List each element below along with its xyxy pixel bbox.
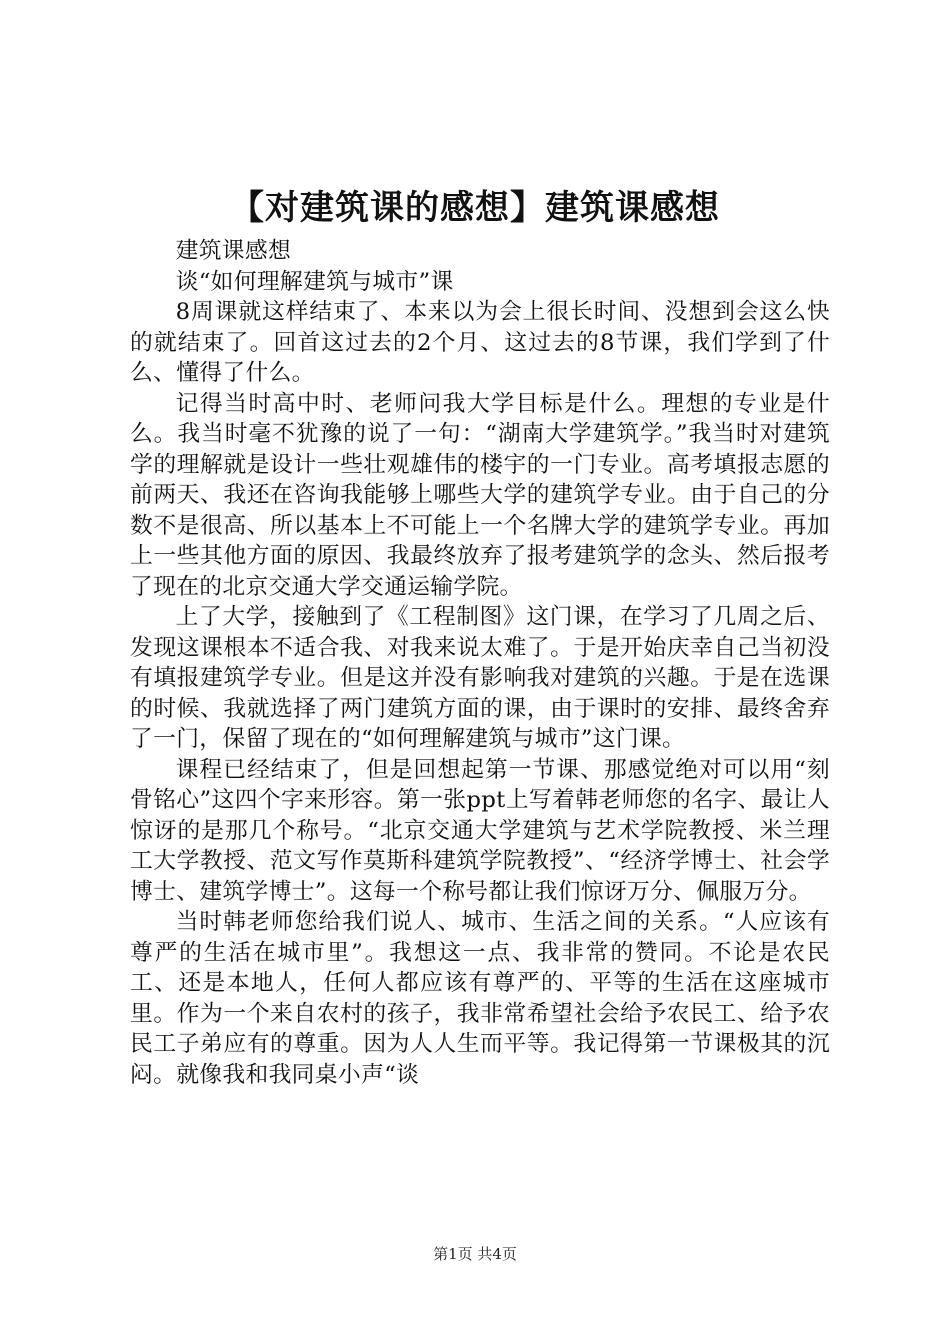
body-paragraph: 上了大学，接触到了《工程制图》这门课，在学习了几周之后、发现这课根本不适合我、对我来说太难了。于是开始庆幸自己当初没有填报建筑学专业。但是这并没有影响我对建筑的兴趣。于是在选课的时候、我就选择了两门建筑方面的课，由于课时的安排、最终舍弃了一门，保留了现在的“如何理解建筑与城市”这门课。 — [130, 604, 830, 752]
page-footer: 第1页 共4页 — [433, 1245, 517, 1263]
body-paragraph-course-title: 谈“如何理解建筑与城市”课 — [175, 268, 454, 295]
body-paragraph: 8周课就这样结束了、本来以为会上很长时间、没想到会这么快的就结束了。回首这过去的2个月、这过去的8节课，我们学到了什么、懂得了什么。 — [130, 299, 830, 386]
body-paragraph: 记得当时高中时、老师问我大学目标是什么。理想的专业是什么。我当时毫不犹豫的说了一句：“湖南大学建筑学。”我当时对建筑学的理解就是设计一些壮观雄伟的楼宇的一门专业。高考填报志愿的前两天、我还在咨询我能够上哪些大学的建筑学专业。由于自己的分数不是很高、所以基本上不可能上一个名牌大学的建筑学专业。再加上一些其他方面的原因、我最终放弃了报考建筑学的念头、然后报考了现在的北京交通大学交通运输学院。 — [130, 390, 830, 600]
document-title: 【对建筑课的感想】建筑课感想 — [230, 188, 720, 228]
body-paragraph-subtitle: 建筑课感想 — [175, 238, 292, 264]
document-body — [130, 236, 830, 1090]
body-paragraph: 当时韩老师您给我们说人、城市、生活之间的关系。“人应该有尊严的生活在城市里”。我想这一点、我非常的赞同。不论是农民工、还是本地人，任何人都应该有尊严的、平等的生活在这座城市里。作为一个来自农村的孩子，我非常希望社会给予农民工、给予农民工子弟应有的尊重。因为人人生而平等。我记得第一节课极其的沉闷。就像我和我同桌小声“谈 — [130, 909, 830, 1088]
body-paragraph: 课程已经结束了，但是回想起第一节课、那感觉绝对可以用“刻骨铭心”这四个字来形容。第一张ppt上写着韩老师您的名字、最让人惊讶的是那几个称号。“北京交通大学建筑与艺术学院教授、米兰理工大学教授、范文写作莫斯科建筑学院教授”、“经济学博士、社会学博士、建筑学博士”。这每一个称号都让我们惊讶万分、佩服万分。 — [130, 756, 830, 905]
